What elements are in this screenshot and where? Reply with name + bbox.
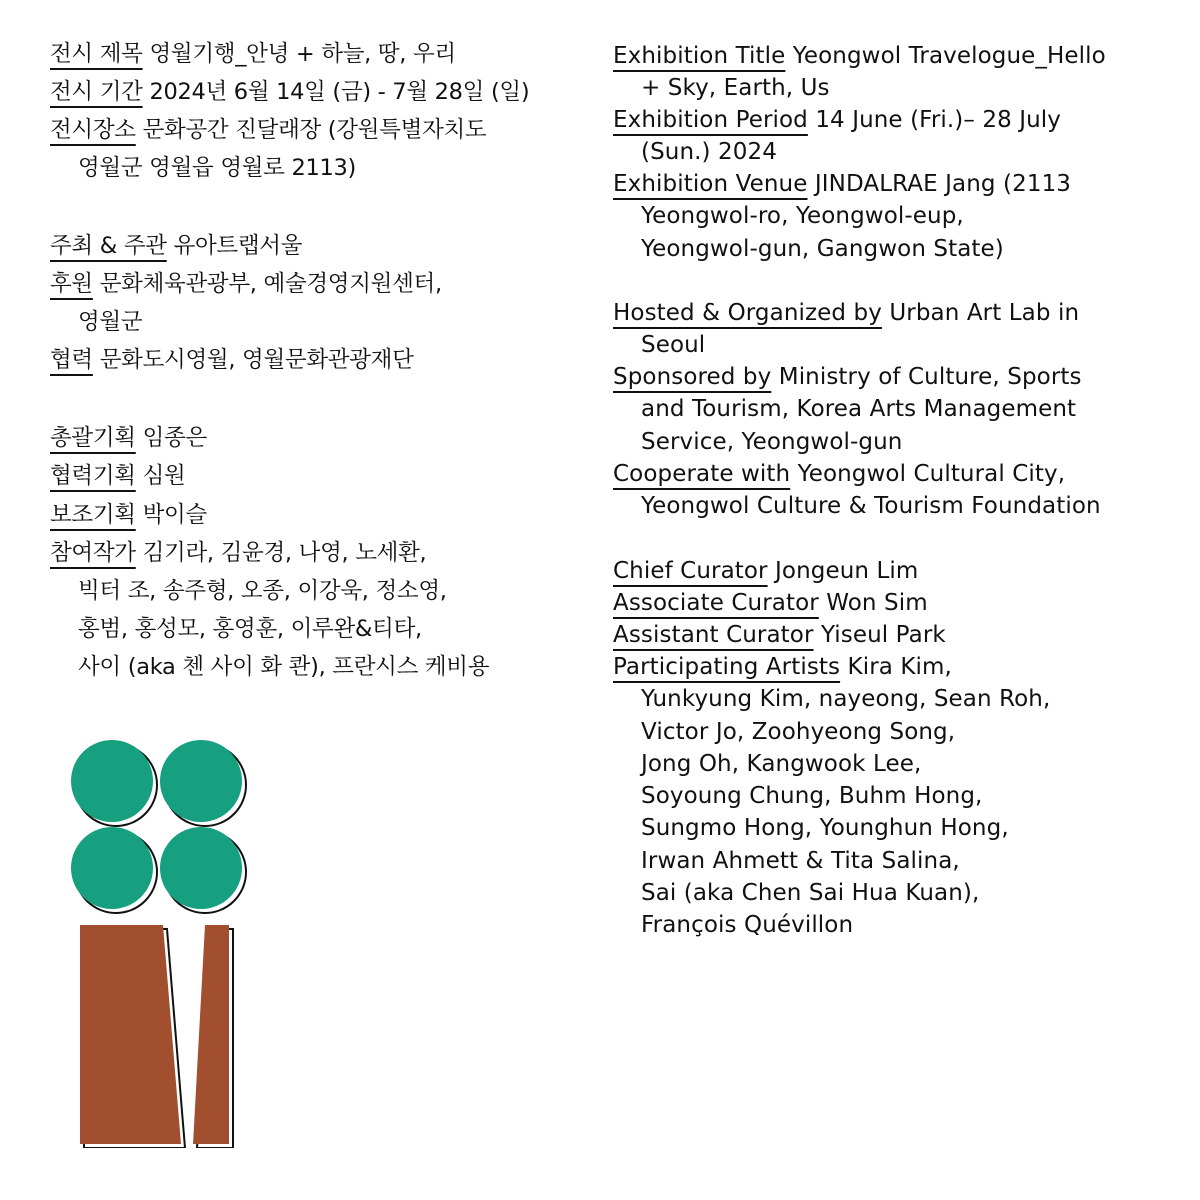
en-associate-curator-value: Won Sim <box>826 590 928 616</box>
en-artists-value-cont-8: François Quévillon <box>641 912 854 939</box>
ko-artists-value-cont-2: 홍범, 홍성모, 홍영훈, 이루완&티타, <box>78 616 422 642</box>
logo-circle-bottom-left <box>71 827 153 909</box>
en-artists-value-cont-4: Soyoung Chung, Buhm Hong, <box>641 783 983 810</box>
ko-host-entry <box>50 227 595 265</box>
en-period-label: Exhibition Period <box>613 107 808 133</box>
en-sponsor-value-cont-2: Service, Yeongwol-gun <box>641 428 903 455</box>
ko-title-entry <box>50 35 595 73</box>
en-chief-curator-value: Jongeun Lim <box>775 558 919 584</box>
en-chief-curator-entry <box>613 555 1183 587</box>
ko-title-label: 전시 제목 <box>50 41 143 67</box>
logo-circle-bottom-right <box>160 827 242 909</box>
en-title-label: Exhibition Title <box>613 43 786 69</box>
logo-block-left <box>80 925 181 1144</box>
en-venue-value-cont-1: Yeongwol-ro, Yeongwol-eup, <box>641 203 964 230</box>
en-artists-value-cont-7: Sai (aka Chen Sai Hua Kuan), <box>641 880 980 907</box>
en-cooperation-label: Cooperate with <box>613 461 791 487</box>
en-artists-value-cont-2: Victor Jo, Zoohyeong Song, <box>641 718 956 745</box>
en-sponsor-value: Ministry of Culture, Sports <box>778 364 1082 390</box>
ko-host-label: 주최 & 주관 <box>50 233 167 259</box>
ko-chief-curator-value: 임종은 <box>142 425 207 451</box>
ko-chief-curator-entry <box>50 419 595 457</box>
ko-venue-label: 전시장소 <box>50 117 136 143</box>
en-venue-value: JINDALRAE Jang (2113 <box>814 171 1072 197</box>
en-artists-label: Participating Artists <box>613 654 841 680</box>
ko-assistant-curator-label: 보조기획 <box>50 502 136 528</box>
en-sponsor-label: Sponsored by <box>613 364 772 390</box>
en-sponsor-entry <box>613 361 1183 458</box>
en-assistant-curator-label: Assistant Curator <box>613 622 814 648</box>
ko-host-value: 유아트랩서울 <box>173 233 303 259</box>
en-cooperation-entry <box>613 458 1183 523</box>
ko-assistant-curator-value: 박이슬 <box>142 502 207 528</box>
ko-cooperation-label: 협력 <box>50 347 93 373</box>
ko-period-entry <box>50 73 595 111</box>
logo-blocks <box>80 925 233 1148</box>
en-venue-label: Exhibition Venue <box>613 171 808 197</box>
en-associate-curator-label: Associate Curator <box>613 590 819 616</box>
en-host-entry <box>613 297 1183 362</box>
en-venue-value-cont-2: Yeongwol-gun, Gangwon State) <box>641 235 1004 262</box>
logo-circle-top-left <box>71 740 153 822</box>
en-venue-entry <box>613 168 1183 265</box>
logo-circle-top-right <box>160 740 242 822</box>
en-title-entry <box>613 40 1183 105</box>
ko-venue-value: 문화공간 진달래장 (강원특별자치도 <box>142 117 487 143</box>
ko-sponsor-value: 문화체육관광부, 예술경영지원센터, <box>99 271 442 297</box>
en-title-value: Yeongwol Travelogue_Hello <box>792 43 1106 69</box>
en-artists-value-cont-1: Yunkyung Kim, nayeong, Sean Roh, <box>641 686 1051 713</box>
ko-chief-curator-label: 총괄기획 <box>50 425 136 451</box>
ko-artists-entry <box>50 534 595 686</box>
en-assistant-curator-value: Yiseul Park <box>820 622 946 648</box>
en-host-label: Hosted & Organized by <box>613 300 882 326</box>
en-host-value: Urban Art Lab in <box>889 300 1080 326</box>
en-artists-entry <box>613 651 1183 942</box>
ko-assistant-curator-entry <box>50 496 595 534</box>
exhibition-logo <box>70 738 255 1148</box>
en-sponsor-value-cont-1: and Tourism, Korea Arts Management <box>641 396 1077 423</box>
en-host-value-cont: Seoul <box>641 332 706 359</box>
ko-venue-entry <box>50 111 595 187</box>
ko-venue-value-cont: 영월군 영월읍 영월로 2113) <box>78 155 357 181</box>
en-associate-curator-entry <box>613 587 1183 619</box>
ko-period-label: 전시 기간 <box>50 79 143 105</box>
ko-sponsor-value-cont: 영월군 <box>78 309 143 335</box>
en-artists-value-cont-6: Irwan Ahmett & Tita Salina, <box>641 847 960 874</box>
ko-associate-curator-label: 협력기획 <box>50 463 136 489</box>
en-period-value: 14 June (Fri.)– 28 July <box>815 107 1061 133</box>
en-artists-value: Kira Kim, <box>847 654 952 680</box>
en-artists-value-cont-3: Jong Oh, Kangwook Lee, <box>641 750 922 777</box>
ko-cooperation-value: 문화도시영월, 영월문화관광재단 <box>99 347 414 373</box>
ko-sponsor-entry <box>50 265 595 341</box>
ko-title-value: 영월기행_안녕 + 하늘, 땅, 우리 <box>149 41 456 67</box>
en-assistant-curator-entry <box>613 619 1183 651</box>
ko-cooperation-entry <box>50 341 595 379</box>
ko-period-value: 2024년 6월 14일 (금) - 7월 28일 (일) <box>149 79 530 105</box>
logo-circles <box>71 740 246 913</box>
en-title-value-cont: + Sky, Earth, Us <box>641 75 830 102</box>
en-cooperation-value-cont: Yeongwol Culture & Tourism Foundation <box>641 493 1101 520</box>
logo-block-right <box>193 925 229 1144</box>
ko-artists-value-cont-1: 빅터 조, 송주형, 오종, 이강욱, 정소영, <box>78 578 447 604</box>
ko-artists-label: 참여작가 <box>50 540 136 566</box>
ko-artists-value: 김기라, 김윤경, 나영, 노세환, <box>142 540 427 566</box>
ko-associate-curator-entry <box>50 457 595 495</box>
en-period-entry <box>613 104 1183 169</box>
en-chief-curator-label: Chief Curator <box>613 558 768 584</box>
ko-associate-curator-value: 심원 <box>142 463 186 489</box>
ko-sponsor-label: 후원 <box>50 271 93 297</box>
ko-artists-value-cont-3: 사이 (aka 첸 사이 화 콴), 프란시스 케비용 <box>78 654 490 680</box>
en-artists-value-cont-5: Sungmo Hong, Younghun Hong, <box>641 815 1009 842</box>
en-period-value-cont: (Sun.) 2024 <box>641 139 777 166</box>
en-cooperation-value: Yeongwol Cultural City, <box>797 461 1066 487</box>
